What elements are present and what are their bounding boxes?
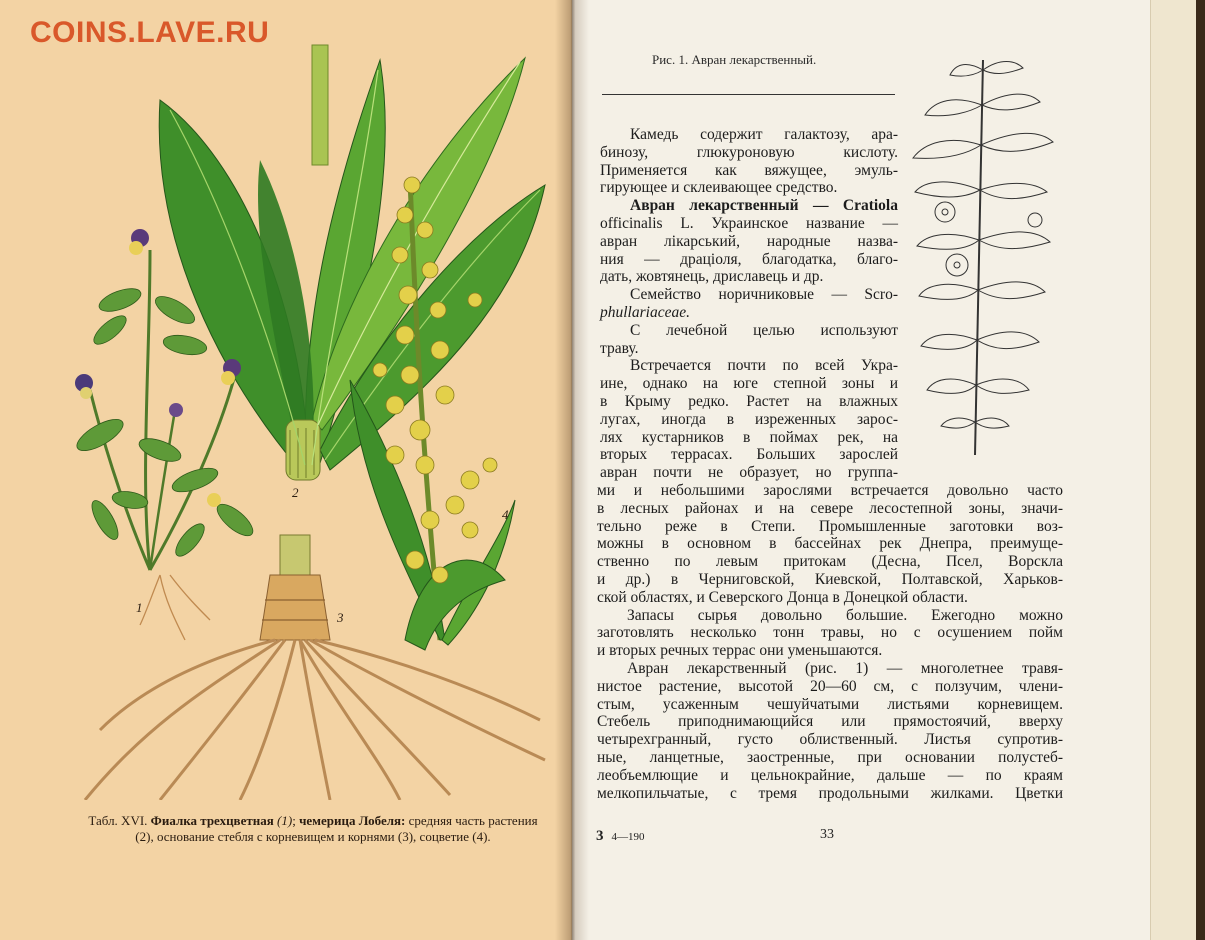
text-line: Авран лекарственный — Cratiola: [630, 197, 898, 215]
text-line: ные, ланцетные, заостренные, при основании полустеб-: [597, 748, 1063, 766]
text-line: Семейство норичниковые — Scro-: [630, 286, 898, 304]
text-line: дать, жовтянець, дриславець и др.: [600, 268, 824, 286]
text-line: тельно реже в Степи. Промышленные заготовки воз-: [597, 517, 1063, 535]
text-line: ми и небольшими зарослями встречается довольно часто: [597, 482, 1063, 499]
text-line: Запасы сырья довольно большие. Ежегодно можно: [627, 606, 1063, 624]
page-number: 33: [820, 827, 834, 842]
plant-name-viola: Фиалка трехцветная: [150, 813, 274, 828]
page-edges: [1150, 0, 1196, 940]
figure-caption: Рис. 1. Авран лекарственный.: [652, 52, 817, 67]
text-line: авран лікарський, народные назва-: [600, 232, 898, 250]
watermark: COINS.LAVE.RU: [30, 16, 270, 49]
text-line: officinalis L. Украинское название —: [600, 214, 898, 232]
text-line: ния — драціоля, благодатка, благо-: [600, 250, 898, 268]
text-line: авран почти не образует, но группа-: [600, 464, 898, 482]
horizontal-rule: [602, 94, 895, 95]
text-line: лях кустарников в поймах рек, на: [600, 428, 898, 446]
botanical-plate-illustration: [0, 0, 560, 800]
text-line: траву.: [600, 339, 639, 357]
cratiola-drawing: [905, 50, 1065, 460]
figure-label-3: 3: [337, 610, 344, 625]
text-line: четырехгранный, густо облиственный. Листья супротив-: [597, 731, 1063, 749]
body-text-narrow: [600, 126, 898, 482]
text-line: Камедь содержит галактозу, ара-: [630, 126, 898, 143]
text-line: в лесных районах и на севере лесостепной зоны, значи-: [597, 499, 1063, 517]
text-line: и вторых речных террас они уменьшаются.: [597, 642, 883, 660]
text-line: и др.) в Черниговской, Киевской, Полтавской, Харьков-: [597, 570, 1063, 588]
text-line: нистое растение, высотой 20—60 см, с ползучим, члени-: [597, 677, 1063, 695]
plate-number: Табл. XVI.: [88, 813, 148, 828]
signature-mark: [596, 827, 645, 845]
text-line: phullariaceae.: [600, 303, 690, 321]
caption-separator: ;: [292, 813, 300, 828]
text-line: Применяется как вяжущее, эмуль-: [600, 161, 898, 179]
text-line: ственно по левым притокам (Десна, Псел, Ворскла: [597, 553, 1063, 571]
text-line: С лечебной целью используют: [630, 321, 898, 339]
text-line: в Крыму редко. Растет на влажных: [600, 392, 898, 410]
plant-ref-viola: (1): [277, 813, 293, 828]
text-line: заготовлять несколько тонн травы, но с осушением пойм: [597, 624, 1063, 642]
text-line: вторых террасах. Больших зарослей: [600, 446, 898, 464]
plant-name-hellebore: чемерица Лобеля:: [299, 813, 406, 828]
plate-caption: [78, 813, 548, 845]
signature-code: 4—190: [611, 831, 645, 843]
figure-label-2: 2: [292, 485, 299, 500]
text-line: можны в основном в бассейнах рек Днепра, преимуще-: [597, 535, 1063, 553]
text-line: лугах, иногда в изреженных зарос-: [600, 410, 898, 428]
text-line: Встречается почти по всей Укра-: [630, 357, 898, 375]
caption-rest: средняя часть растения (2), основание стебля с корневищем и корнями (3), соцветие (4).: [135, 813, 538, 844]
text-line: Авран лекарственный (рис. 1) — многолетнее травя-: [627, 659, 1063, 677]
text-line: гирующее и склеивающее средство.: [600, 179, 838, 197]
text-line: ской областях, и Северского Донца в Донецкой области.: [597, 588, 968, 606]
figure-label-4: 4: [502, 507, 509, 522]
body-text-wide: [597, 482, 1063, 802]
signature-number: 3: [596, 828, 604, 844]
text-line: ине, однако на юге степной зоны и: [600, 375, 898, 393]
book-spine: [555, 0, 589, 940]
hellebore-leaves: [159, 45, 545, 480]
text-line: стым, усаженным чешуйчатыми листьями корневищем.: [597, 695, 1063, 713]
figure-label-1: 1: [136, 600, 143, 615]
text-line: леобъемлющие и цельнокрайние, дальше — по краям: [597, 766, 1063, 784]
text-line: бинозу, глюкуроновую кислоту.: [600, 143, 898, 161]
text-line: мелкопильчатые, с тремя продольными жилками. Цветки: [597, 784, 1063, 802]
text-line: Стебель приподнимающийся или прямостоячий, вверху: [597, 713, 1063, 731]
